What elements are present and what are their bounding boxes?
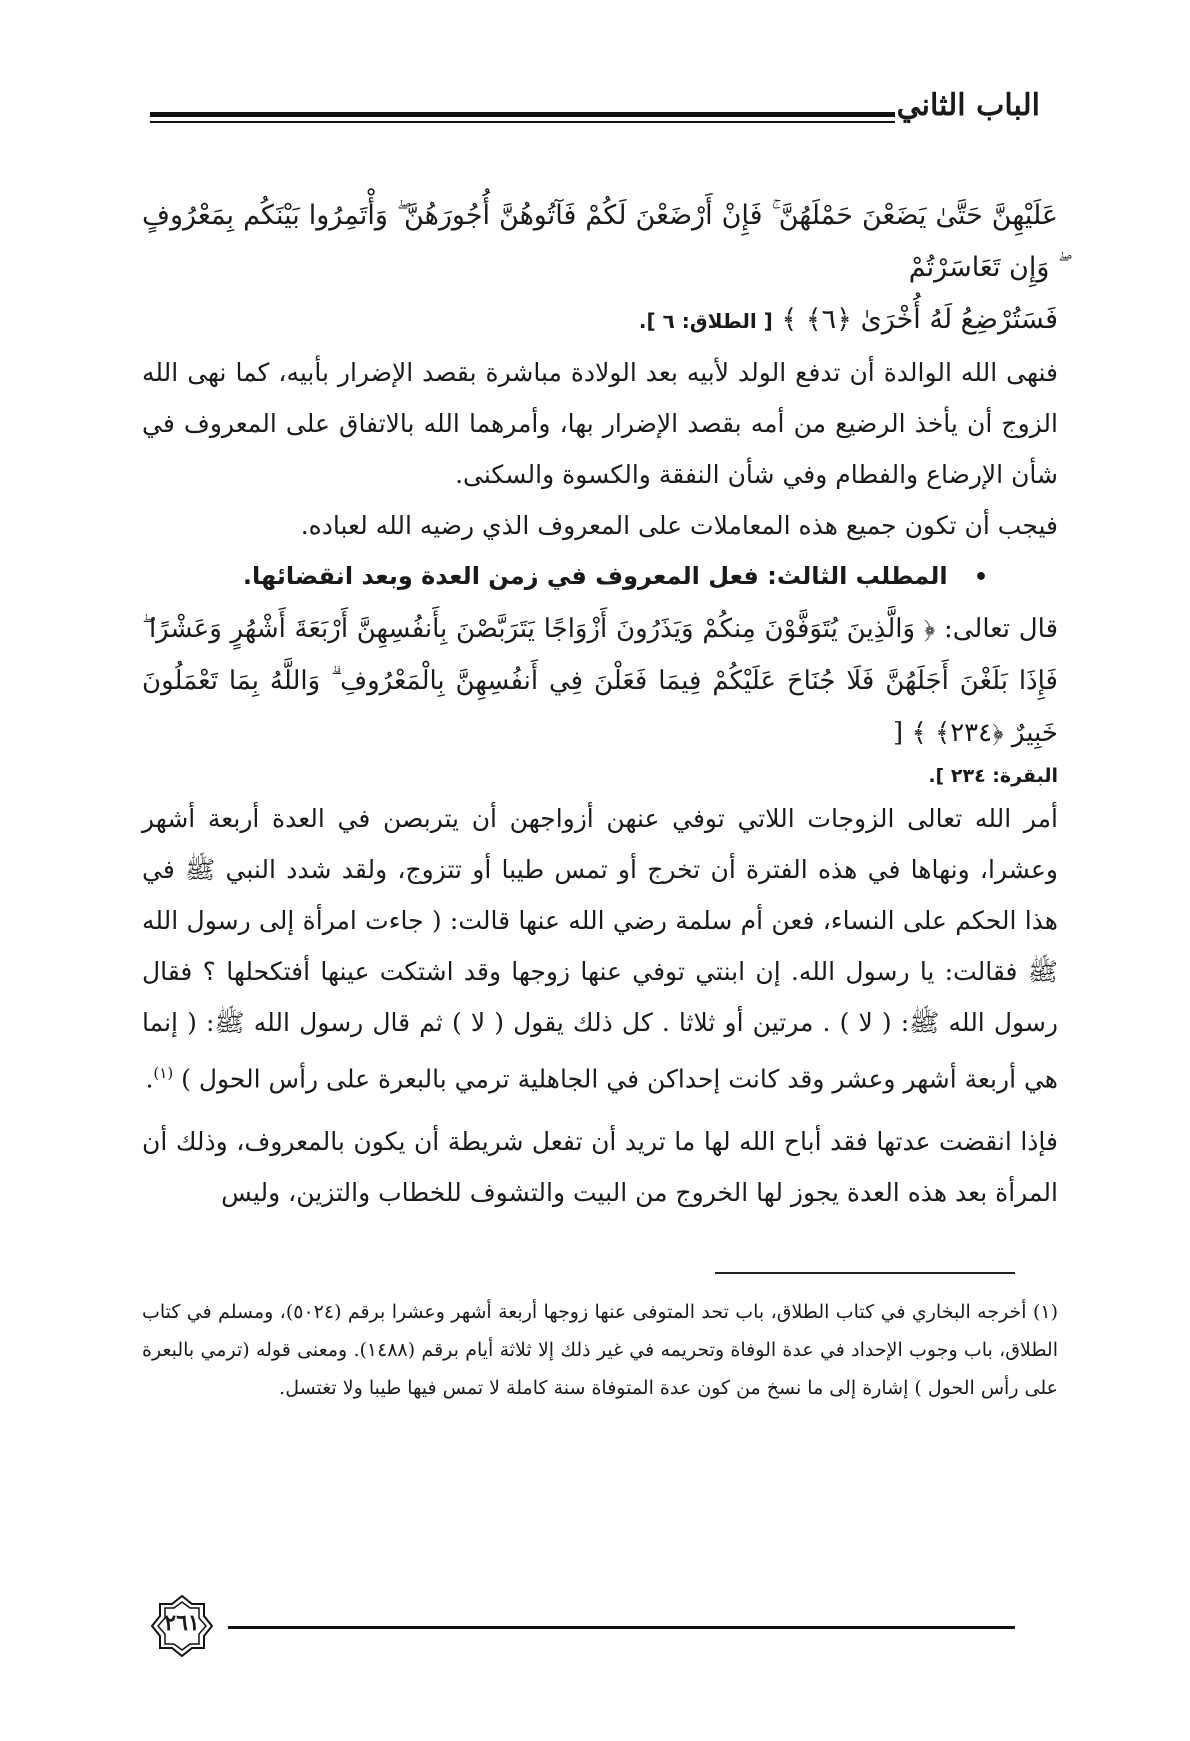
header-rule-thick <box>150 112 895 117</box>
paragraph-end: . <box>145 1064 154 1094</box>
paragraph <box>142 793 1058 1104</box>
page-number: ٢٦١ <box>164 1610 200 1636</box>
quran-verse-text: ﴿ وَالَّذِينَ يُتَوَفَّوْنَ مِنكُمْ وَيَذَرُونَ أَزْوَاجًا يَتَرَبَّصْنَ بِأَنفُسِهِنَّ أَرْبَعَةَ أَشْهُرٍ وَعَشْرًا ۖ فَإِذَا بَلَغْنَ أَجَلَهُنَّ فَلَا جُنَاحَ عَلَيْكُمْ فِيمَا فَعَلْنَ فِي أَنفُسِهِنَّ بِالْمَعْرُوفِ ۗ وَاللَّهُ بِمَا تَعْمَلُونَ خَبِيرٌ ﴿٢٣٤﴾ ﴾ [ <box>142 614 1058 748</box>
quran-verse-block <box>142 603 1058 759</box>
chapter-title: الباب الثاني <box>896 88 1040 123</box>
footer-rule <box>228 1626 1015 1629</box>
quran-verse-text: عَلَيْهِنَّ حَتَّىٰ يَضَعْنَ حَمْلَهُنَّ ۚ فَإِنْ أَرْضَعْنَ لَكُمْ فَآتُوهُنَّ أُجُورَهُنَّ ۖ وَأْتَمِرُوا بَيْنَكُم بِمَعْرُوفٍ ۖ وَإِن تَعَاسَرْتُمْ <box>142 200 1058 283</box>
verse-reference: البقرة: ٢٣٤ ]. <box>928 765 1058 787</box>
verse-reference: [ الطلاق: ٦ ]. <box>638 309 773 333</box>
quran-verse-text: فَسَتُرْضِعُ لَهُ أُخْرَىٰ ﴿٦﴾ <box>805 304 1058 335</box>
paragraph: فنهى الله الوالدة أن تدفع الولد لأبيه بعد الولادة مباشرة بقصد الإضرار بأبيه، كما نهى الله الزوج أن يأخذ الرضيع من أمه بقصد الإضرار بها، وأمرهما الله بالاتفاق على المعروف في شأن الإرضاع والفطام وفي شأن النفقة والكسوة والسكنى. <box>142 358 1058 489</box>
footnote-item: (١) أخرجه البخاري في كتاب الطلاق، باب تحد المتوفى عنها زوجها أربعة أشهر وعشرا برقم (٥٠٢٤)، ومسلم في كتاب الطلاق، باب وجوب الإحداد في عدة الوفاة وتحريمه في غير ذلك إلا ثلاثة أيام برقم (١٤٨٨). ومعنى قوله (ترمي بالبعرة على رأس الحول ) إشارة إلى ما نسخ من كون عدة المتوفاة سنة كاملة لا تمس فيها طيبا ولا تغتسل. <box>142 1301 1058 1399</box>
header-rule-thin <box>150 121 895 123</box>
page-body <box>142 190 1058 1218</box>
paragraph-text: أمر الله تعالى الزوجات اللاتي توفي عنهن أزواجهن أن يتربصن في العدة أربعة أشهر وعشرا، ونهاها في هذه الفترة أن تخرج أو تمس طيبا أو تتزوج، ولقد شدد النبي ﷺ في هذا الحكم على النساء، فعن أم سلمة رضي الله عنها قالت: ( جاءت امرأة إلى رسول الله ﷺ فقالت: يا رسول الله. إن ابنتي توفي عنها زوجها وقد اشتكت عينها أفتكحلها ؟ فقال رسول الله ﷺ: ( لا ) . مرتين أو ثلاثا . كل ذلك يقول ( لا ) ثم قال رسول الله ﷺ: ( إنما هي أربعة أشهر وعشر وقد كانت إحداكن في الجاهلية ترمي بالبعرة على رأس الحول ) <box>142 804 1058 1094</box>
section-heading <box>142 551 1058 603</box>
bullet-icon: • <box>973 565 988 590</box>
footnote-separator <box>715 1272 1015 1274</box>
quran-verse-line <box>142 190 1058 294</box>
paragraph: فإذا انقضت عدتها فقد أباح الله لها ما تريد أن تفعل شريطة أن يكون بالمعروف، وذلك أن المرأة بعد هذه العدة يجوز لها الخروج من البيت والتشوف للخطاب والتزين، وليس <box>142 1127 1058 1208</box>
quran-verse-line: فَسَتُرْضِعُ لَهُ أُخْرَىٰ ﴿٦﴾ ﴾ [ الطلاق: ٦ ]. <box>638 304 1058 335</box>
section-title: المطلب الثالث: فعل المعروف في زمن العدة وبعد انقضائها. <box>242 562 948 590</box>
footnote-marker[interactable]: (١) <box>153 1064 174 1082</box>
verse-intro: قال تعالى: <box>943 614 1058 644</box>
paragraph: فيجب أن تكون جميع هذه المعاملات على المعروف الذي رضيه الله لعباده. <box>300 511 1058 540</box>
footnotes <box>142 1293 1058 1407</box>
